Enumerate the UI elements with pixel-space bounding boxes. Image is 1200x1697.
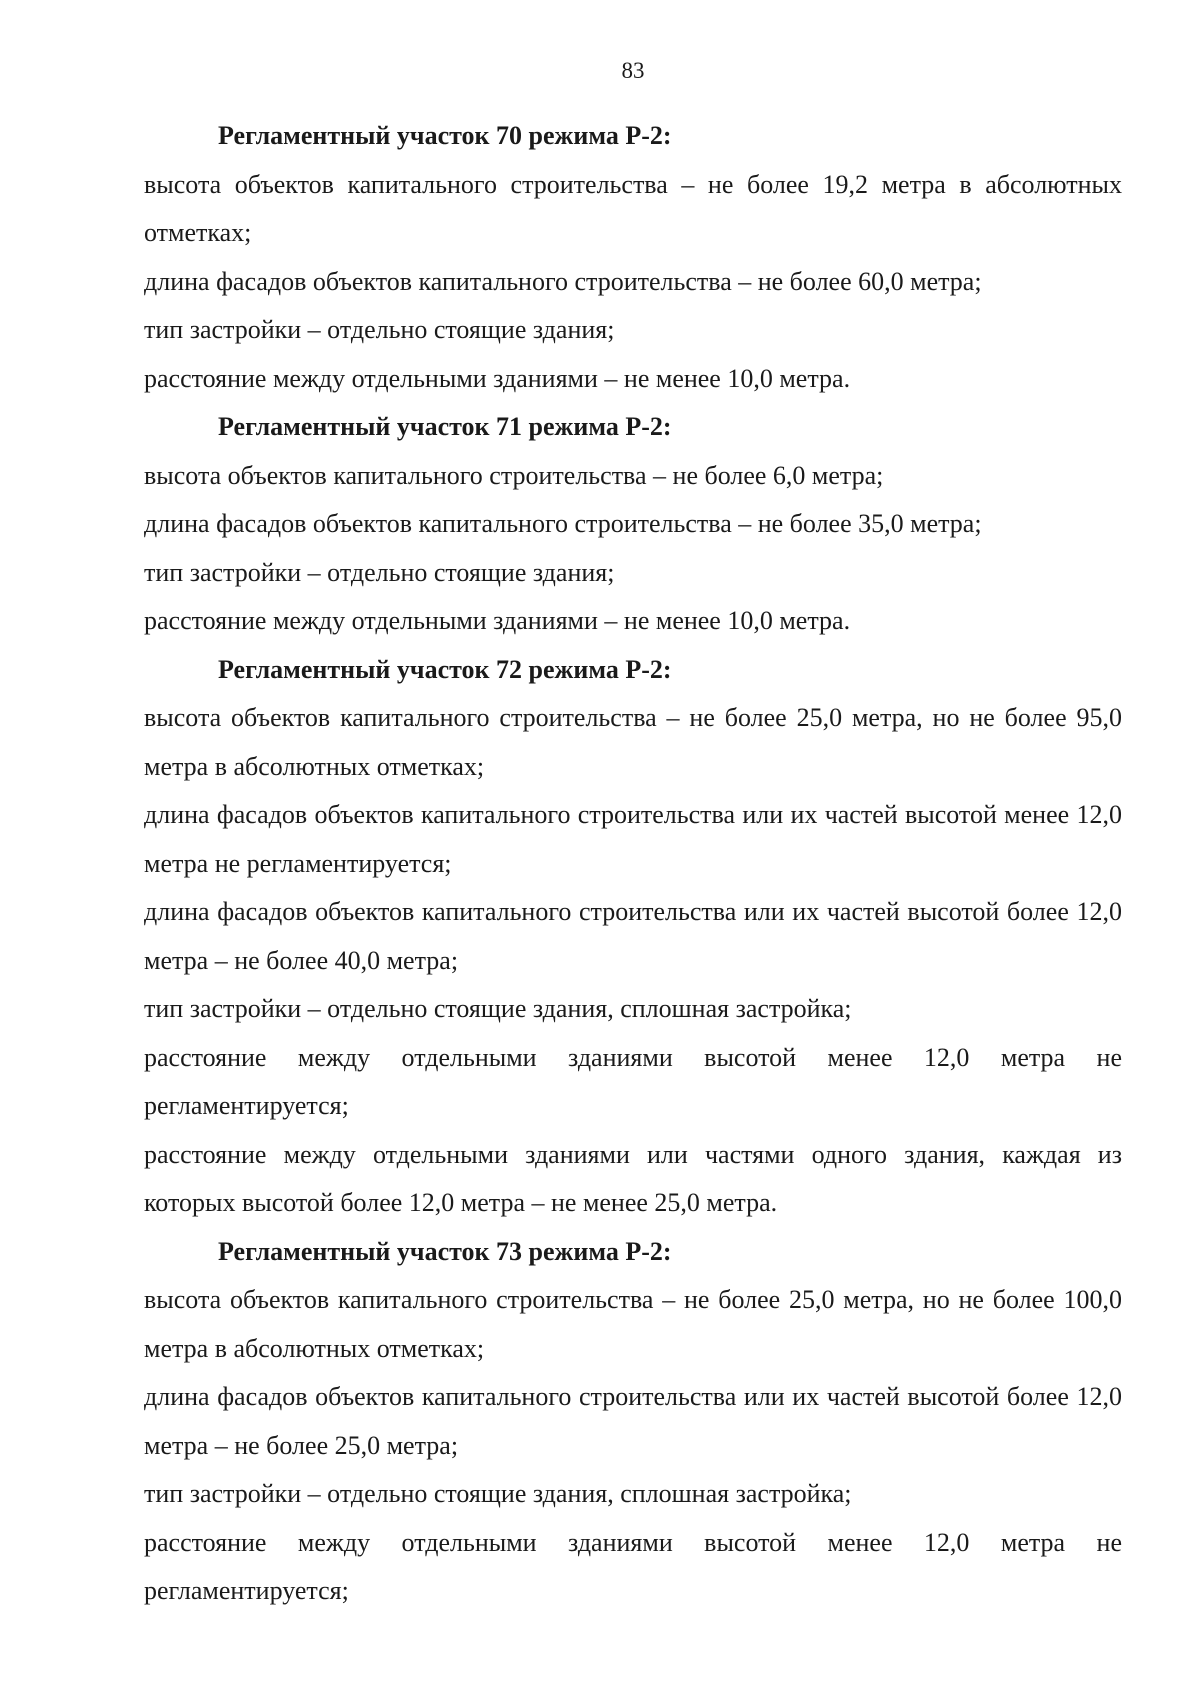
section-heading: Регламентный участок 72 режима Р-2:: [218, 654, 672, 684]
paragraph: высота объектов капитального строительства – не более 6,0 метра;: [144, 460, 884, 490]
paragraph: длина фасадов объектов капитального строительства – не более 60,0 метра;: [144, 266, 982, 296]
paragraph: тип застройки – отдельно стоящие здания, сплошная застройка;: [144, 994, 852, 1023]
paragraph: расстояние между отдельными зданиями высотой менее 12,0 метра не регламентируется;: [144, 1527, 1122, 1605]
paragraph: расстояние между отдельными зданиями или частями одного здания, каждая из которых высотой более 12,0 метра – не менее 25,0 метра.: [144, 1139, 1122, 1217]
paragraph: тип застройки – отдельно стоящие здания;: [144, 315, 615, 344]
paragraph: расстояние между отдельными зданиями – не менее 10,0 метра.: [144, 606, 851, 635]
paragraph: расстояние между отдельными зданиями – не менее 10,0 метра.: [144, 363, 851, 393]
paragraph: длина фасадов объектов капитального строительства или их частей высотой более 12,0 метра – не более 25,0 метра;: [144, 1382, 1122, 1460]
paragraph: расстояние между отдельными зданиями высотой менее 12,0 метра не регламентируется;: [144, 1042, 1122, 1120]
paragraph: высота объектов капитального строительства – не более 25,0 метра, но не более 95,0 метра в абсолютных отметках;: [144, 703, 1122, 781]
paragraph: тип застройки – отдельно стоящие здания;: [144, 557, 615, 587]
paragraph: длина фасадов объектов капитального строительства или их частей высотой более 12,0 метра – не более 40,0 метра;: [144, 897, 1122, 975]
document-body: [144, 112, 1122, 1616]
paragraph: длина фасадов объектов капитального строительства или их частей высотой менее 12,0 метра не регламентируется;: [144, 800, 1122, 878]
paragraph: тип застройки – отдельно стоящие здания, сплошная застройка;: [144, 1479, 852, 1508]
paragraph: высота объектов капитального строительства – не более 19,2 метра в абсолютных отметках;: [144, 169, 1122, 247]
page-number: 83: [621, 58, 645, 83]
paragraph: длина фасадов объектов капитального строительства – не более 35,0 метра;: [144, 509, 982, 538]
section-heading: Регламентный участок 70 режима Р-2:: [218, 121, 672, 150]
section-heading: Регламентный участок 71 режима Р-2:: [218, 412, 672, 441]
paragraph: высота объектов капитального строительства – не более 25,0 метра, но не более 100,0 метра в абсолютных отметках;: [144, 1285, 1122, 1363]
section-heading: Регламентный участок 73 режима Р-2:: [218, 1236, 672, 1266]
